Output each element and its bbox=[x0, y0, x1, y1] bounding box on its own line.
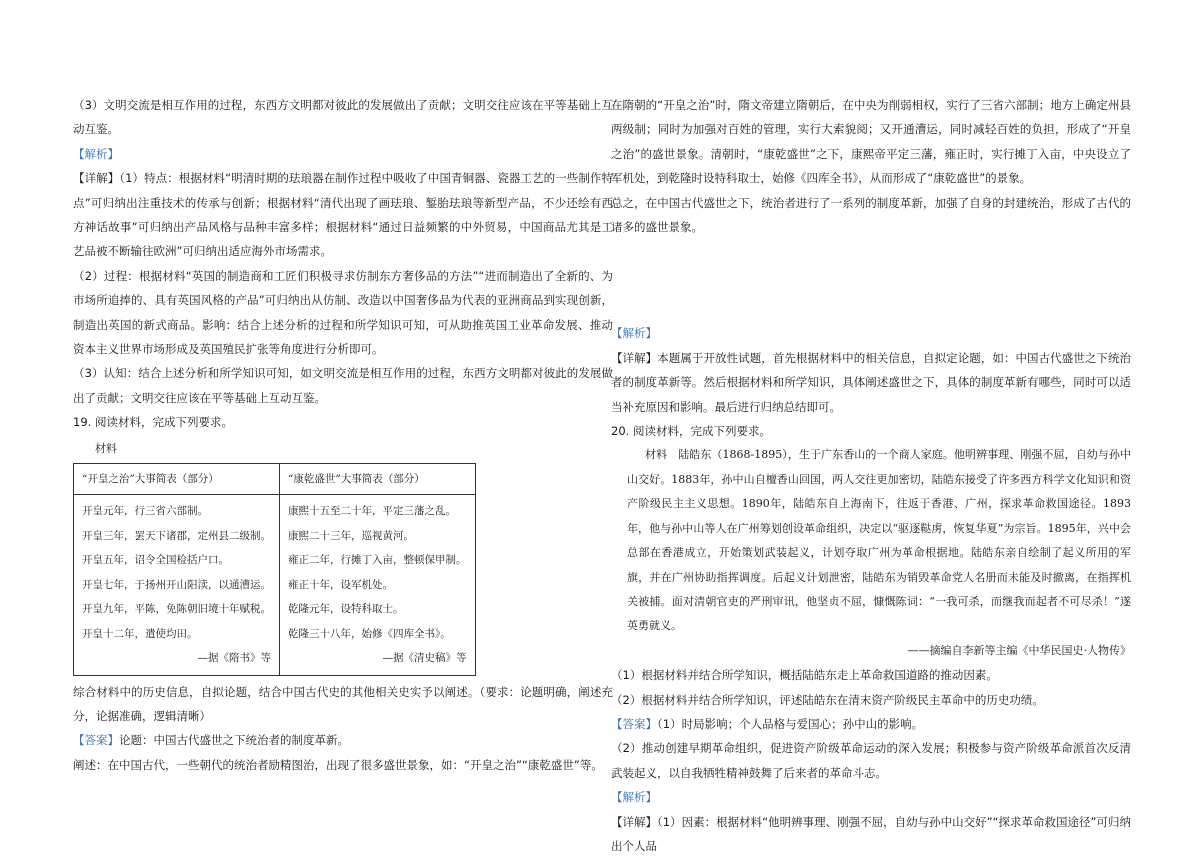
kangqian-source: —据《清史稿》等 bbox=[382, 652, 467, 665]
requirement-1: （1）根据材料并结合所学知识，概括陆皓东走上革命救国道路的推动因素。 bbox=[611, 668, 998, 683]
material-label: 材料 bbox=[95, 441, 117, 455]
detail-part1-text: （1）特点：根据材料“明清时期的珐琅器在制作过程中吸收了中国青铜器、瓷器工艺的一些制作特点”可归纳出注重技术的传承与创新；根据材料“清代出现了画珐琅、錾胎珐琅等新型产品，不少还绘有西方神话故事”可归纳出产品风格与品种丰富多样；根据材料“通过日益频繁的中外贸易，中国商品尤其是工艺品被不断输往欧洲”可归纳出适应海外市场需求。 bbox=[73, 171, 613, 259]
kangqian-events-cell bbox=[280, 495, 476, 676]
answer-20-part1 bbox=[611, 712, 1131, 736]
kangqian-event: 乾隆三十八年，始修《四库全书》。 bbox=[288, 627, 451, 640]
spacer bbox=[611, 239, 1131, 321]
kangqian-event: 乾隆元年，设特科取士。 bbox=[288, 603, 404, 616]
elaboration: 阐述：在中国古代，一些朝代的统治者励精图治，出现了很多盛世景象，如：“开皇之治”“康乾盛世”等。 bbox=[73, 757, 603, 772]
detail-part2: （2）过程：根据材料“英国的制造商和工匠们积极寻求仿制东方奢侈品的方法”“进而制造出了全新的、为市场所追捧的、具有英国风格的产品”可归纳出从仿制、改造以中国奢侈品为代表的亚洲商品到实现创新，制造出英国的新式商品。影响：结合上述分析的过程和所学知识可知，可从助推英国工业革命发展、推动资本主义世界市场形成及英国殖民扩张等角度进行分析即可。 bbox=[73, 268, 613, 357]
detail-19-text: 本题属于开放性试题，首先根据材料中的相关信息，自拟定论题，如：中国古代盛世之下统治者的制度革新等。然后根据材料和所学知识，具体阐述盛世之下，具体的制度革新有哪些，同时可以适当补充原因和影响。最后进行归纳总结即可。 bbox=[611, 350, 1132, 414]
requirement-2: （2）根据材料并结合所学知识，评述陆皓东在清末资产阶级民主革命中的历史功绩。 bbox=[611, 692, 1044, 707]
detail-part3: （3）认知：结合上述分析和所学知识可知，如文明交流是相互作用的过程，东西方文明都对彼此的发展做出了贡献；文明交往应该在平等基础上互动互鉴。 bbox=[73, 366, 613, 405]
kaihuang-event: 开皇五年，诏令全国检括户口。 bbox=[82, 554, 229, 567]
summary: 总之，在中国古代盛世之下，统治者进行了一系列的制度革新，加强了自身的封建统治，形成了古代的诸多的盛世景象。 bbox=[611, 195, 1131, 235]
answer-label: 【答案】 bbox=[611, 716, 657, 731]
analysis-label: 【解析】 bbox=[611, 790, 657, 805]
table-header-kaihuang: “开皇之治”大事简表（部分） bbox=[74, 464, 280, 495]
detail-19 bbox=[611, 346, 1131, 419]
kangqian-event: 雍正十年，设军机处。 bbox=[288, 578, 393, 591]
analysis-label: 【解析】 bbox=[611, 326, 657, 341]
table-header-kangqian: “康乾盛世”大事简表（部分） bbox=[280, 464, 476, 495]
answer-18-part3: （3）文明交流是相互作用的过程，东西方文明都对彼此的发展做出了贡献；文明交往应该在平等基础上互动互鉴。 bbox=[73, 98, 613, 137]
answer-20-part1-text: （1）时局影响；个人品格与爱国心；孙中山的影响。 bbox=[657, 716, 924, 731]
answer-19 bbox=[73, 728, 613, 752]
analysis-label: 【解析】 bbox=[73, 146, 119, 161]
left-column bbox=[73, 93, 613, 777]
question-20-stem: 20. 阅读材料，完成下列要求。 bbox=[611, 424, 771, 439]
kaihuang-source: —据《隋书》等 bbox=[197, 652, 271, 665]
material-20-source: ——摘编自李新等主编《中华民国史·人物传》 bbox=[907, 643, 1131, 657]
kaihuang-event: 开皇七年，于扬州开山阳渎，以通漕运。 bbox=[82, 578, 271, 591]
events-table bbox=[73, 463, 476, 676]
question-19-stem: 19. 阅读材料，完成下列要求。 bbox=[73, 415, 233, 430]
question-19-requirement: 综合材料中的历史信息，自拟论题，结合中国古代史的其他相关史实予以阐述。（要求：论题明确，阐述充分，论据准确，逻辑清晰） bbox=[73, 684, 613, 723]
detail-20-text: （1）因素：根据材料“他明辨事理、刚强不屈，自幼与孙中山交好”“探求革命救国途径”可归纳出个人品 bbox=[611, 814, 1131, 853]
answer-20-part2: （2）推动创建早期革命组织，促进资产阶级革命运动的深入发展；积极参与资产阶级革命派首次反清武装起义，以自我牺牲精神鼓舞了后来者的革命斗志。 bbox=[611, 741, 1131, 780]
detail-label: 【详解】 bbox=[611, 814, 658, 829]
right-column bbox=[611, 93, 1131, 858]
material-20: 材料 陆皓东（1868-1895），生于广东香山的一个商人家庭。他明辨事理、刚强不屈，自幼与孙中山交好。1883年，孙中山自檀香山回国，两人交往更加密切，陆皓东接受了许多西方科学文化知识和资产阶级民主主义思想。1890年，陆皓东自上海南下，往返于香港、广州，探求革命救国途径。1893年，他与孙中山等人在广州筹划创设革命组织，决定以“驱逐鞑虏，恢复华夏”为宗旨。1895年，兴中会总部在香港成立，开始策划武装起义，计划夺取广州为革命根据地。陆皓东亲自绘制了起义所用的军旗，并在广州协助指挥调度。后起义计划泄密，陆皓东为销毁革命党人名册而未能及时撤离，在指挥机关被捕。面对清朝官吏的严刑审讯，他坚贞不屈，慷慨陈词：“一我可杀，而继我而起者不可尽杀！”遂英勇就义。 bbox=[627, 448, 1131, 633]
kaihuang-event: 开皇三年，罢天下诸郡，定州县二级制。 bbox=[82, 529, 271, 542]
kangqian-event: 康熙二十三年，巡视黄河。 bbox=[288, 529, 414, 542]
elaboration-continued: 在隋朝的“开皇之治”时，隋文帝建立隋朝后，在中央为削弱相权，实行了三省六部制；地方上确定州县两级制；同时为加强对百姓的管理，实行大索貌阅；又开通漕运，同时减轻百姓的负担，形成了“开皇之治”的盛世景象。清朝时，“康乾盛世”之下，康熙帝平定三藩，雍正时，实行摊丁入亩，中央设立了军机处，到乾隆时设特科取士，始修《四库全书》，从而形成了“康乾盛世”的景象。 bbox=[611, 98, 1131, 186]
kaihuang-event: 开皇元年，行三省六部制。 bbox=[82, 505, 208, 518]
kangqian-event: 康熙十五至二十年，平定三藩之乱。 bbox=[288, 505, 456, 518]
kaihuang-event: 开皇十二年，遣使均田。 bbox=[82, 627, 198, 640]
detail-20 bbox=[611, 810, 1131, 858]
answer-19-text: 论题：中国古代盛世之下统治者的制度革新。 bbox=[119, 733, 349, 748]
kaihuang-events-cell bbox=[74, 495, 280, 676]
kaihuang-event: 开皇九年，平陈，免陈朝旧境十年赋税。 bbox=[82, 603, 271, 616]
kangqian-event: 雍正二年，行摊丁入亩，整顿保甲制。 bbox=[288, 554, 467, 567]
detail-part1 bbox=[73, 166, 613, 264]
answer-label: 【答案】 bbox=[73, 733, 119, 748]
detail-label: 【详解】 bbox=[73, 171, 120, 186]
detail-label: 【详解】 bbox=[611, 350, 658, 365]
